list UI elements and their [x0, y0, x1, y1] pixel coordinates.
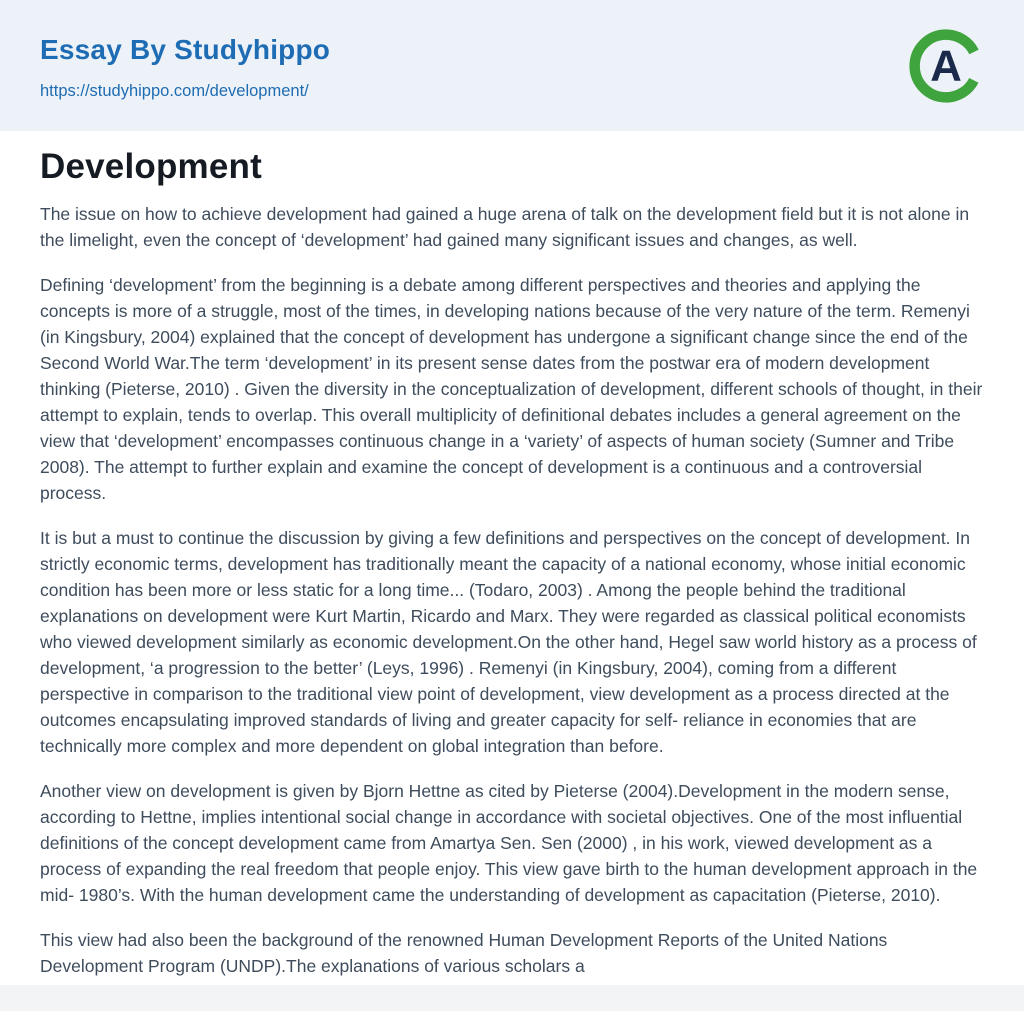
page-bottom-strip [0, 985, 1024, 1011]
paragraph: Defining ‘development’ from the beginning is a debate among different perspectives and theories and applying the concepts is more of a struggle, most of the times, in developing nations because of the very nature of the term. Remenyi (in Kingsbury, 2004) explained that the concept of development has undergone a significant change since the end of the Second World War.The term ‘development’ in its present sense dates from the postwar era of modern development thinking (Pieterse, 2010) . Given the diversity in the conceptualization of development, different schools of thought, in their attempt to explain, tends to overlap. This overall multiplicity of definitional debates includes a general agreement on the view that ‘development’ encompasses continuous change in a ‘variety’ of aspects of human society (Sumner and Tribe 2008). The attempt to further explain and examine the concept of development is a continuous and a controversial process. [40, 275, 983, 503]
site-title: Essay By Studyhippo [40, 34, 331, 65]
page-header [0, 0, 1024, 131]
logo-letter: A [930, 41, 962, 91]
paragraph: Another view on development is given by Bjorn Hettne as cited by Pieterse (2004).Development in the modern sense, according to Hettne, implies intentional social change in accordance with societal objectives. One of the most influential definitions of the concept development came from Amartya Sen. Sen (2000) , in his work, viewed development as a process of expanding the real freedom that people enjoy. This view gave birth to the human development approach in the mid- 1980’s. With the human development came the understanding of development as capacitation (Pieterse, 2010). [40, 781, 978, 905]
article-title: Development [40, 147, 262, 186]
studyhippo-logo-icon [908, 28, 984, 104]
article-body [40, 201, 984, 979]
paragraph: This view had also been the background of the renowned Human Development Reports of the United Nations Development Program (UNDP).The explanations of various scholars a [40, 930, 888, 976]
paragraph: It is but a must to continue the discussion by giving a few definitions and perspectives on the concept of development. In strictly economic terms, development has traditionally meant the capacity of a national economy, whose initial economic condition has been more or less static for a long time... (Todaro, 2003) . Among the people behind the traditional explanations on development were Kurt Martin, Ricardo and Marx. They were regarded as classical political economists who viewed development similarly as economic development.On the other hand, Hegel saw world history as a process of development, ‘a progression to the better’ (Leys, 1996) . Remenyi (in Kingsbury, 2004), coming from a different perspective in comparison to the traditional view point of development, view development as a process directed at the outcomes encapsulating improved standards of living and greater capacity for self- reliance in economies that are technically more complex and more dependent on global integration than before. [40, 528, 977, 756]
article [0, 131, 1024, 979]
essay-url-link[interactable]: https://studyhippo.com/development/ [40, 82, 309, 100]
header-left [40, 28, 330, 101]
paragraph: The issue on how to achieve development had gained a huge arena of talk on the development field but it is not alone in the limelight, even the concept of ‘development’ had gained many significant issues and changes, as well. [40, 204, 970, 250]
